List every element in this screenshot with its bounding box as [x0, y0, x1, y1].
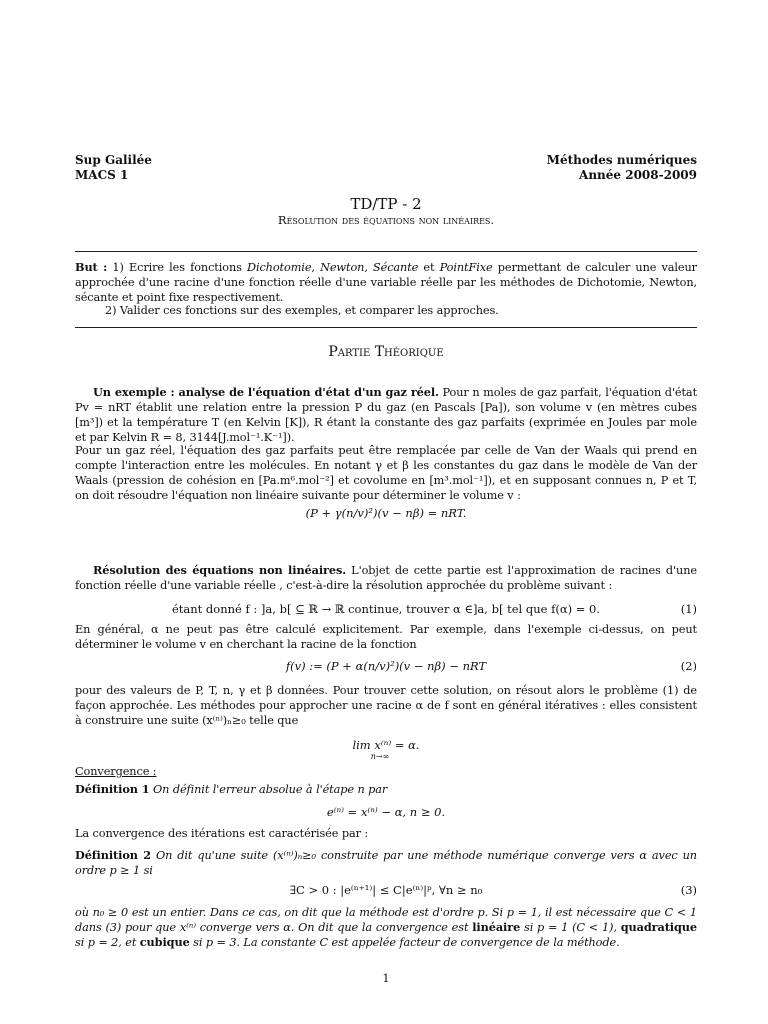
problem-equation-text: étant donné f : ]a, b[ ⊆ ℝ → ℝ continue, trouver α ∈]a, b[ tel que f(α) = 0. [171, 602, 601, 616]
order-paragraph [75, 905, 697, 950]
fn-pointfixe: PointFixe [439, 261, 493, 274]
example-paragraph [75, 385, 697, 445]
equation-number-2: (2) [680, 659, 697, 673]
section-title: Partie Théorique [328, 344, 444, 360]
fn-newton: Newton [320, 261, 365, 274]
definition-2-label: Définition 2 [75, 848, 151, 862]
goal-label: But : [75, 260, 108, 274]
goal-line1-start: 1) Ecrire les fonctions [112, 261, 247, 274]
convergence-equation [75, 882, 697, 898]
limit-subscript: n→∞ [370, 752, 390, 761]
fn-dichotomie: Dichotomie [246, 261, 312, 274]
convergence-label: Convergence : [75, 765, 157, 778]
definition-1-text: On définit l'erreur absolue à l'étape n par [149, 783, 388, 796]
order-text-c: si p = 2, et [75, 936, 140, 949]
function-equation [75, 658, 697, 674]
definition-1 [75, 782, 697, 797]
goal-block [75, 260, 697, 305]
error-equation-text: e⁽ⁿ⁾ = x⁽ⁿ⁾ − α, n ≥ 0. [326, 805, 446, 819]
vdw-equation [75, 505, 697, 521]
goal-line2: 2) Valider ces fonctions sur des exemples, et comparer les approches. [105, 304, 499, 317]
general-paragraph: En général, α ne peut pas être calculé explicitement. Par exemple, dans l'exemple ci-dessus, on peut déterminer le volume v en cherchant la racine de la fonction [75, 623, 697, 651]
header-left [75, 153, 152, 183]
order-text-a: où n₀ ≥ 0 est un entier. Dans ce cas, on dit que la méthode est d'ordre p. Si p = 1, il est nécessaire que C < 1 dans (3) pour que x⁽ⁿ⁾ converge vers α. On dit que la convergence est [75, 906, 697, 934]
bottom-rule [75, 327, 697, 328]
term-quadratic: quadratique [620, 920, 697, 934]
header-right [547, 153, 697, 183]
academic-year: Année 2008-2009 [579, 168, 697, 182]
equation-number-3: (3) [680, 883, 697, 897]
resolution-paragraph [75, 563, 697, 593]
institution: Sup Galilée [75, 153, 152, 167]
limit-equation [75, 737, 697, 753]
term-linear: linéaire [472, 920, 521, 934]
order-text-b: si p = 1 (C < 1), [520, 921, 621, 934]
function-equation-text: f(v) := (P + α(n/v)²)(v − nβ) − nRT [285, 659, 487, 673]
definition-2 [75, 848, 697, 878]
definition-2-text: On dit qu'une suite (x⁽ⁿ⁾)ₙ≥₀ construite par une méthode numérique converge vers α avec un ordre p ≥ 1 si [75, 849, 697, 877]
vdw-paragraph: Pour un gaz réel, l'équation des gaz parfaits peut être remplacée par celle de Van der Waals qui prend en compte l'interaction entre les molécules. En notant γ et β les constantes du gaz dans le modèle de Van der Waals (pression de cohésion en [Pa.m⁶.mol⁻²] et covolume en [m³.mol⁻¹]), et en supposant connues n, P et T, on doit résoudre l'équation non linéaire suivante pour déterminer le volume v : [75, 444, 697, 502]
limit-equation-text: lim x⁽ⁿ⁾ = α. [352, 738, 420, 752]
example-heading: Un exemple : analyse de l'équation d'état d'un gaz réel. [93, 385, 439, 399]
vdw-equation-text: (P + γ(n/v)²)(v − nβ) = nRT. [305, 506, 467, 520]
doc-subtitle: Résolution des équations non linéaires. [277, 213, 495, 227]
equation-number-1: (1) [680, 602, 697, 616]
document-page [75, 0, 697, 1024]
sep: , [364, 261, 373, 274]
sep: et [418, 261, 440, 274]
top-rule [75, 251, 697, 252]
resolution-text: L'objet de cette partie est l'approximation de racines d'une fonction réelle d'une variable réelle , c'est-à-dire la résolution approchée du problème suivant : [75, 564, 697, 592]
term-cubic: cubique [139, 935, 190, 949]
goal-line1-end: permettant de calculer une valeur approchée d'une racine d'une fonction réelle d'une variable réelle par les méthodes de Dichotomie, Newton, sécante et point fixe respectivement. [75, 261, 697, 304]
sep: , [311, 261, 321, 274]
order-text-d: si p = 3. La constante C est appelée facteur de convergence de la méthode. [189, 936, 620, 949]
course-name: Méthodes numériques [546, 153, 697, 167]
fn-secante: Sécante [372, 261, 419, 274]
characterization-text: La convergence des itérations est caractérisée par : [75, 827, 369, 840]
problem-equation [75, 601, 697, 617]
definition-1-label: Définition 1 [75, 782, 150, 796]
convergence-equation-text: ∃C > 0 : |e⁽ⁿ⁺¹⁾| ≤ C|e⁽ⁿ⁾|ᵖ, ∀n ≥ n₀ [289, 883, 483, 897]
doc-title: TD/TP - 2 [350, 195, 422, 213]
iterative-paragraph: pour des valeurs de P, T, n, γ et β données. Pour trouver cette solution, on résout alors le problème (1) de façon approchée. Les méthodes pour approcher une racine α de f sont en général itératives : elles consistent à construire une suite (x⁽ⁿ⁾)ₙ≥₀ telle que [75, 684, 697, 727]
example-text: Pour n moles de gaz parfait, l'équation d'état Pv = nRT établit une relation entre la pression P du gaz (en Pascals [Pa]), son volume v (en mètres cubes [m³]) et la température T (en Kelvin [K]), R étant la constante des gaz parfaits (exprimée en Joules par mole et par Kelvin R = 8, 3144[J.mol⁻¹.K⁻¹]). [75, 386, 698, 444]
program: MACS 1 [75, 168, 129, 182]
resolution-heading: Résolution des équations non linéaires. [93, 563, 347, 577]
page-number: 1 [382, 972, 390, 985]
error-equation [75, 804, 697, 820]
